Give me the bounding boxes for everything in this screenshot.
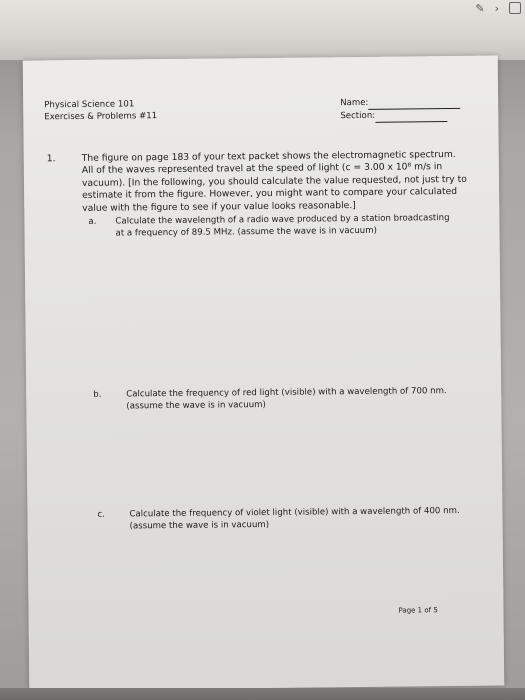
question-text: The figure on page 183 of your text packet shows the electromagnetic spectrum. All of the waves represented travel at the speed of light (c = 3.00 x 10⁸ m/s in vacuum). [In the following, you should calculate the value requested, not just try to estimate it from the figure. However, you might want to compare your calculated value with the figure to see if your value looks reasonable.] [81, 148, 467, 214]
pen-icon[interactable]: ✎ [475, 1, 485, 15]
part-c-label: c. [97, 509, 105, 520]
page-number: Page 1 of 5 [398, 606, 438, 615]
desk-edge [0, 688, 525, 700]
system-tray [475, 0, 521, 16]
chevron-icon[interactable]: › [494, 1, 499, 15]
worksheet-subtitle: Exercises & Problems #11 [44, 110, 158, 122]
name-line[interactable] [368, 96, 460, 110]
course-title: Physical Science 101 [44, 99, 135, 111]
course-header [44, 99, 157, 123]
question-number: 1. [46, 153, 56, 165]
section-line[interactable] [375, 109, 447, 123]
part-a-text: Calculate the wavelength of a radio wave produced by a station broadcasting at a frequency of 89.5 MHz. (assume the wave is in vacuum) [115, 213, 450, 239]
part-b-text: Calculate the frequency of red light (visible) with a wavelength of 700 nm. (assume the wave is in vacuum) [126, 386, 447, 412]
worksheet-page [23, 56, 505, 691]
part-b-label: b. [93, 389, 102, 400]
name-label: Name: [340, 97, 369, 109]
monitor-top-bezel [0, 0, 525, 60]
part-c-text: Calculate the frequency of violet light (visible) with a wavelength of 400 nm. (assume the wave is in vacuum) [129, 505, 460, 532]
window-icon[interactable] [509, 2, 521, 14]
name-field[interactable] [340, 96, 460, 110]
student-fields [340, 96, 461, 123]
section-label: Section: [340, 110, 376, 122]
part-a-label: a. [88, 216, 97, 227]
section-field[interactable] [340, 109, 460, 123]
